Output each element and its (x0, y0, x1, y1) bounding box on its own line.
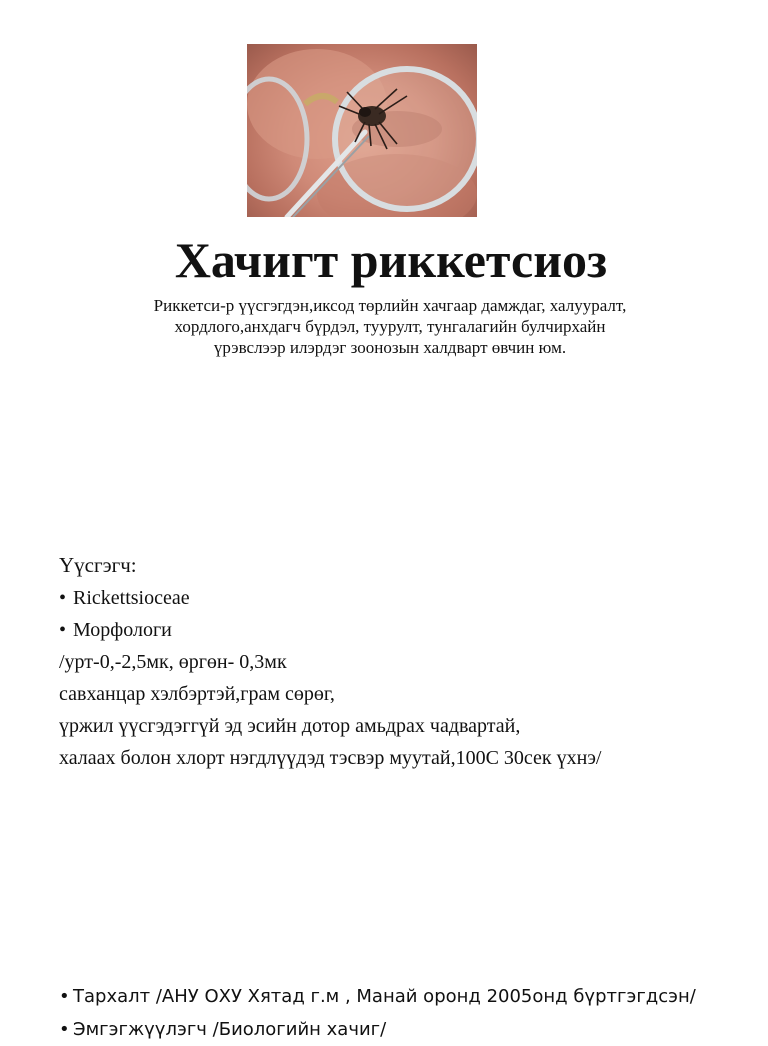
pathogen-detail-line: халаах болон хлорт нэгдлүүдэд тэсвэр муутай,100С 30сек үхнэ/ (59, 747, 602, 769)
pathogen-detail-line: /урт-0,-2,5мк, өргөн- 0,3мк (59, 651, 287, 673)
slide-title: Хачигт риккетсиоз (174, 232, 608, 288)
slide-subtitle (110, 295, 670, 358)
spread-bullet-item (59, 1013, 759, 1046)
bullet-icon: • (59, 619, 67, 641)
bullet-text: Морфологи (73, 619, 172, 641)
bullet-icon: • (59, 587, 67, 609)
pathogen-detail-line: үржил үүсгэдэггүй эд эсийн дотор амьдрах чадвартай, (59, 715, 521, 737)
pathogen-detail-line: савханцар хэлбэртэй,грам сөрөг, (59, 683, 335, 705)
pathogen-bullet-item (59, 582, 749, 614)
bullet-text: Rickettsioceae (73, 587, 190, 609)
bullet-text: Эмгэгжүүлэгч /Биологийн хачиг/ (73, 1019, 387, 1040)
subtitle-line: хордлого,анхдагч бүрдэл, туурулт, тунгалагийн булчирхайн (174, 317, 606, 336)
subtitle-line: үрэвслээр илэрдэг зоонозын халдварт өвчин юм. (213, 338, 567, 357)
tick-photo (247, 44, 477, 217)
pathogen-bullet-item (59, 614, 749, 646)
bullet-text: Тархалт /АНУ ОХУ Хятад г.м , Манай оронд 2005онд бүртгэгдсэн/ (73, 986, 696, 1007)
subtitle-line: Риккетси-р үүсгэгдэн,иксод төрлийн хачгаар дамждаг, халууралт, (153, 296, 627, 315)
spread-bullet-item (59, 980, 759, 1013)
pathogen-heading: Үүсгэгч: (59, 553, 137, 577)
pathogen-section (59, 548, 749, 774)
bullet-icon: • (59, 986, 70, 1007)
spread-section (59, 980, 759, 1046)
bullet-icon: • (59, 1019, 70, 1040)
